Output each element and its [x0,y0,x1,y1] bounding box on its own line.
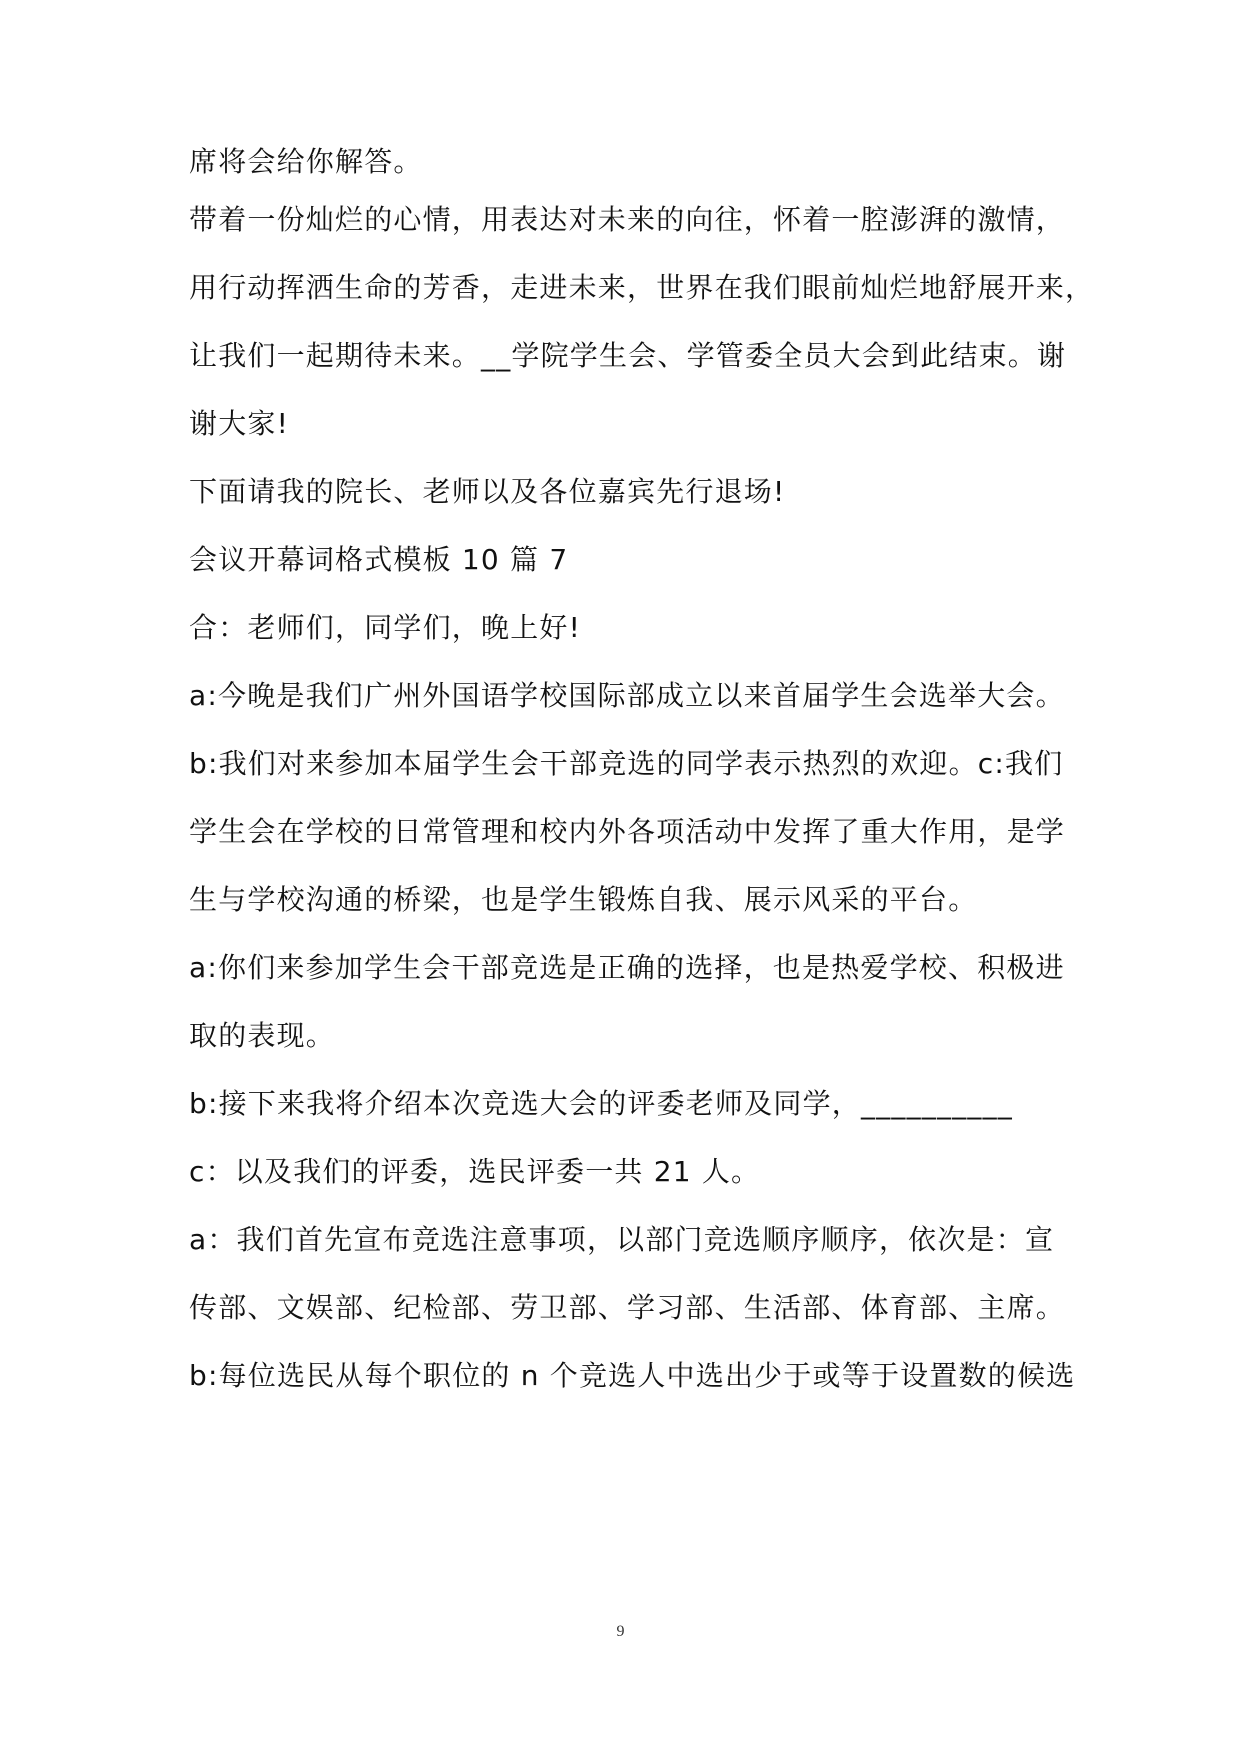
text-line: 传部、文娱部、纪检部、劳卫部、学习部、生活部、体育部、主席。 [189,1291,1066,1324]
text-line: 席将会给你解答。 [189,145,423,178]
text-line: 带着一份灿烂的心情，用表达对未来的向往，怀着一腔澎湃的激情， [189,203,1066,236]
text-line: 合：老师们，同学们，晚上好! [189,611,582,644]
text-line: 学生会在学校的日常管理和校内外各项活动中发挥了重大作用，是学 [189,815,1066,848]
text-line: 谢大家! [189,407,290,440]
text-line: c：以及我们的评委，选民评委一共 21 人。 [189,1155,761,1188]
text-line: 取的表现。 [189,1019,336,1052]
text-line: b:我们对来参加本届学生会干部竞选的同学表示热烈的欢迎。c:我们 [189,747,1064,780]
text-line: a：我们首先宣布竞选注意事项，以部门竞选顺序顺序，依次是：宣 [189,1223,1055,1256]
text-line: 下面请我的院长、老师以及各位嘉宾先行退场! [189,475,786,508]
text-line: 用行动挥洒生命的芳香，走进未来，世界在我们眼前灿烂地舒展开来， [189,271,1095,304]
text-line: b:接下来我将介绍本次竞选大会的评委老师及同学，__________ [189,1087,1014,1120]
page-number: 9 [616,1623,625,1640]
text-line: a:今晚是我们广州外国语学校国际部成立以来首届学生会选举大会。 [189,679,1065,712]
text-line: b:每位选民从每个职位的 n 个竞选人中选出少于或等于设置数的候选 [189,1359,1076,1392]
text-line: a:你们来参加学生会干部竞选是正确的选择，也是热爱学校、积极进 [189,951,1065,984]
text-line: 生与学校沟通的桥梁，也是学生锻炼自我、展示风采的平台。 [189,883,978,916]
section-heading: 会议开幕词格式模板 10 篇 7 [189,543,569,576]
text-line: 让我们一起期待未来。__学院学生会、学管委全员大会到此结束。谢 [189,339,1067,372]
